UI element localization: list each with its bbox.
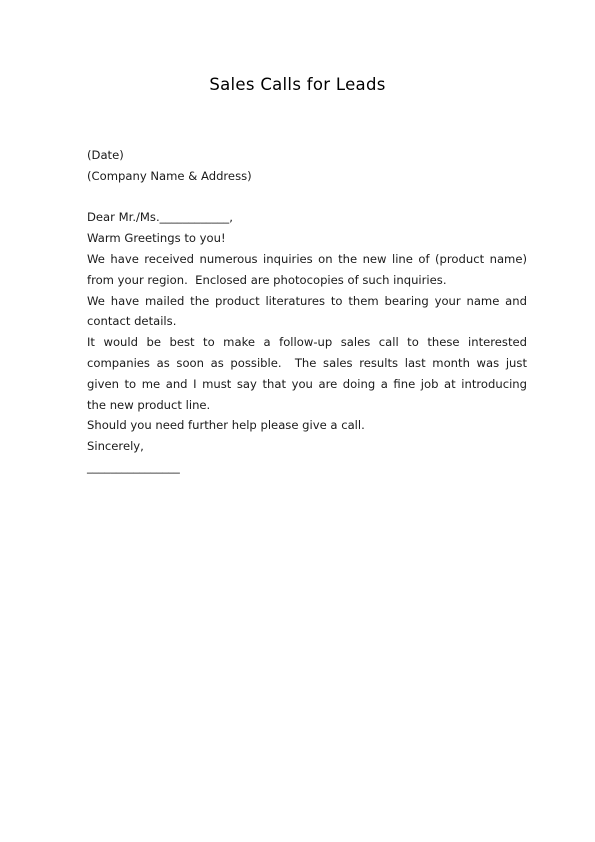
paragraph-1-line-1: We have received numerous inquiries on the new line of (product name): [87, 251, 527, 266]
company-placeholder: (Company Name & Address): [87, 168, 252, 183]
paragraph-1-line-2: from your region. Enclosed are photocopies of such inquiries.: [87, 272, 447, 287]
signature-line: ________________: [87, 459, 180, 474]
paragraph-3-line-2: companies as soon as possible. The sales results last month was just: [87, 355, 527, 370]
document-title: Sales Calls for Leads: [209, 75, 386, 94]
sign-off: Sincerely,: [87, 439, 144, 454]
letter-body: [87, 145, 527, 478]
salutation: Dear Mr./Ms.____________,: [87, 210, 233, 225]
paragraph-3-line-3: given to me and I must say that you are doing a fine job at introducing: [87, 376, 527, 391]
paragraph-3-line-4: the new product line.: [87, 397, 211, 412]
paragraph-2-line-1: We have mailed the product literatures to them bearing your name and: [87, 293, 527, 308]
greeting: Warm Greetings to you!: [87, 231, 226, 246]
closing-note: Should you need further help please give a call.: [87, 418, 365, 433]
paragraph-2-line-2: contact details.: [87, 314, 177, 329]
paragraph-3-line-1: It would be best to make a follow-up sales call to these interested: [87, 335, 527, 350]
blank-line: [87, 187, 527, 208]
date-placeholder: (Date): [87, 148, 124, 162]
